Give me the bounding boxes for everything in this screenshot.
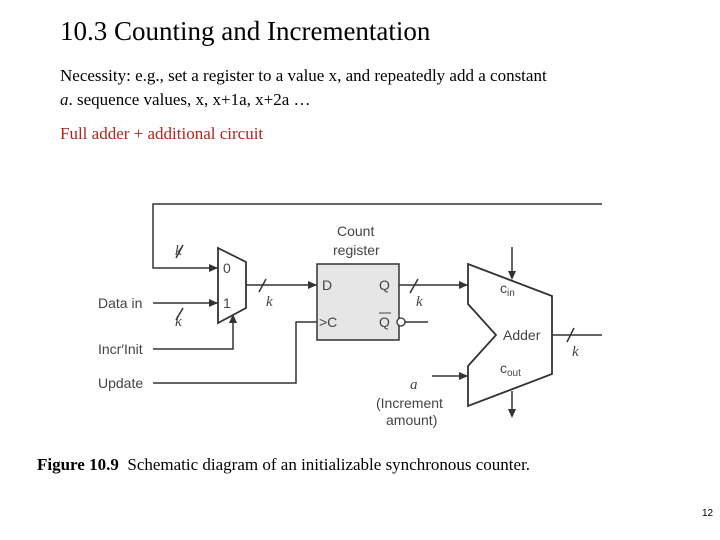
cout-main: c <box>500 360 507 376</box>
mux-in1-arrow <box>209 299 218 307</box>
figure-number: Figure 10.9 <box>37 455 119 474</box>
incr-init-label: Incr′Init <box>98 341 143 357</box>
reg-d-arrow <box>308 281 317 289</box>
page-number: 12 <box>702 508 714 519</box>
register-d-label: D <box>322 277 333 293</box>
increment-amount-label: amount) <box>386 412 438 428</box>
register-q-label: Q <box>379 277 390 293</box>
mux-in0-arrow <box>209 264 218 272</box>
cin-main: c <box>500 280 507 296</box>
increment-label: (Increment <box>376 395 443 411</box>
update-label: Update <box>98 375 144 391</box>
register-qbar-label: Q <box>379 314 390 330</box>
width-k-label: k <box>175 243 182 259</box>
width-k-label: k <box>266 294 273 310</box>
mux-input-0-label: 0 <box>223 260 231 276</box>
data-in-label: Data in <box>98 295 143 311</box>
figure-caption-text: Schematic diagram of an initializable synchronous counter. <box>127 455 531 474</box>
cin-subscript: in <box>507 288 515 299</box>
cout-arrow <box>508 409 516 418</box>
highlight-text: Full adder + additional circuit <box>60 124 264 143</box>
update-wire <box>153 322 317 383</box>
cout-subscript: out <box>507 368 521 379</box>
adder-in-arrow <box>459 281 468 289</box>
width-k-label: k <box>175 314 182 330</box>
adder-label: Adder <box>503 327 541 343</box>
figure-caption <box>37 455 530 475</box>
slide-title: 10.3 Counting and Incrementation <box>60 16 431 46</box>
cin-arrow <box>508 271 516 280</box>
mux-input-1-label: 1 <box>223 295 231 311</box>
count-register-label: Count <box>337 223 375 239</box>
width-k-label: k <box>572 344 579 360</box>
body-line-2-rest: . sequence values, x, x+1a, x+2a … <box>68 90 311 109</box>
register-clock-label: >C <box>319 314 338 330</box>
constant-a: a <box>60 90 69 109</box>
qbar-bubble <box>397 318 405 326</box>
increment-arrow <box>459 372 468 380</box>
bus-slash <box>410 279 418 293</box>
increment-a-label: a <box>410 377 418 393</box>
width-k-label: k <box>416 294 423 310</box>
count-register-label-2: register <box>333 242 380 258</box>
body-line-1: Necessity: e.g., set a register to a value x, and repeatedly add a constant <box>60 66 547 85</box>
